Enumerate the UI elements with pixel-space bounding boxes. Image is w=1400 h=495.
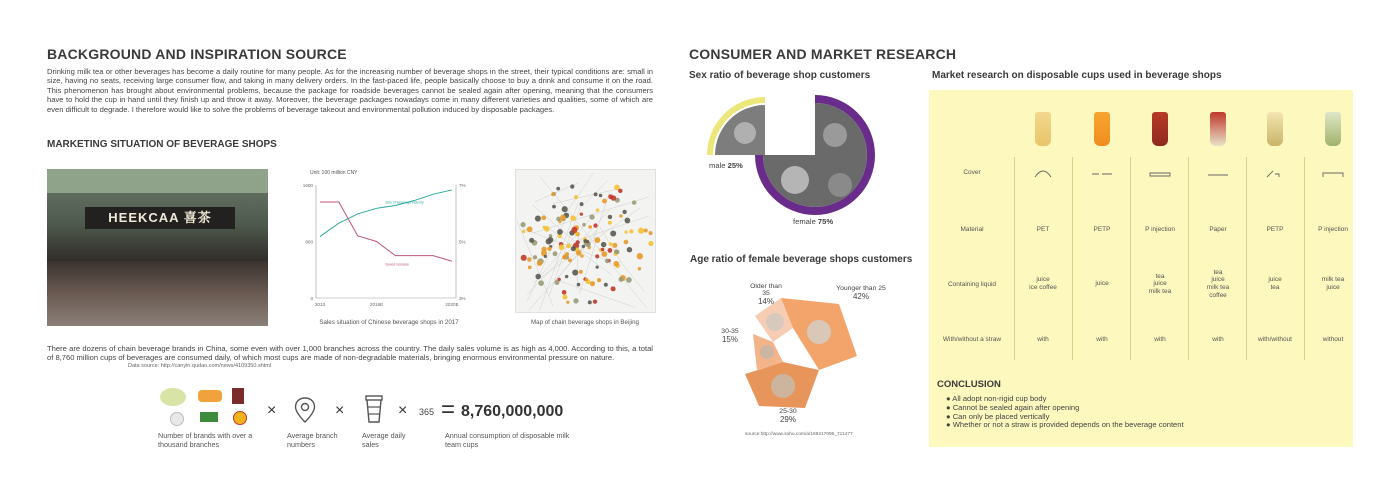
cover-sketch-svg [1148, 165, 1172, 179]
age-under-25-pct: 42% [852, 292, 869, 301]
map-shop-dot [607, 248, 612, 253]
conclusion-title: CONCLUSION [937, 379, 1001, 390]
map-shop-dot [638, 267, 641, 270]
age-30-35-label: 30-35 [721, 328, 739, 335]
map-shop-dot [609, 242, 613, 246]
map-shop-dot [611, 286, 616, 291]
times-sign-1: × [267, 402, 277, 419]
cover-sketch-4 [1206, 165, 1230, 184]
cover-sketch-svg [1321, 165, 1345, 179]
map-shop-dot [547, 247, 551, 251]
liquid-cell: juice tea [1268, 276, 1282, 291]
map-shop-dot [601, 251, 607, 257]
brands-paragraph: There are dozens of chain beverage brands in China, some even with over 1,000 branches across the country. The daily sales volume is as high as 4,000. According to this, a total of 8,760 million cups of beverages are consumed daily, of which most cups are made of non-degradable materials, bringing enormous environmental pressure on nature. [47, 344, 653, 363]
liquid-cell: juice [1095, 280, 1109, 288]
male-pct: 25% [727, 161, 743, 170]
cup-photo-5 [1267, 112, 1283, 146]
cover-sketch-2 [1090, 165, 1114, 184]
map-shop-dot [580, 212, 583, 215]
material-cell: P injection [1145, 226, 1175, 233]
age-ratio-title: Age ratio of female beverage shops customers [690, 254, 913, 265]
brand-logo-1 [160, 388, 186, 406]
y-tick-label: 1600 [302, 183, 313, 188]
age-older-35 [746, 283, 786, 306]
conclusion-text: Cannot be sealed again after opening [952, 402, 1080, 412]
map-shop-dot [557, 229, 563, 235]
cover-sketch-svg [1090, 165, 1114, 179]
age-30-35 [718, 328, 742, 344]
beijing-map [515, 169, 656, 313]
straw-cell: with [1096, 336, 1108, 343]
age-face-4 [771, 374, 795, 398]
map-shop-dot [627, 247, 632, 252]
map-shop-dot [613, 261, 619, 267]
cover-sketch-6 [1321, 165, 1345, 184]
material-cell: P injection [1318, 226, 1348, 233]
market-title: Market research on disposable cups used in beverage shops [932, 70, 1222, 81]
map-shop-dot [622, 210, 626, 214]
age-face-3 [760, 345, 774, 359]
times-sign-3: × [398, 402, 408, 419]
map-shop-dot [527, 257, 532, 262]
cover-sketch-5 [1263, 165, 1287, 184]
crowd-area [47, 261, 268, 326]
days-count: 365 [419, 407, 435, 417]
map-shop-dot [594, 192, 598, 196]
map-shop-dot [618, 189, 622, 193]
map-shop-dot [570, 215, 576, 221]
map-shop-dot [535, 274, 541, 280]
map-shop-dot [605, 259, 610, 264]
map-shop-dot [571, 246, 576, 251]
map-shop-dot [538, 280, 544, 286]
map-shop-dot [568, 258, 572, 262]
map-shop-dot [582, 245, 585, 248]
map-shop-dot [580, 254, 584, 258]
liquid-cell: milk tea juice [1321, 276, 1345, 291]
market-panel [929, 90, 1353, 447]
sex-ratio-title: Sex ratio of beverage shop customers [689, 70, 871, 81]
annual-total: 8,760,000,000 [461, 403, 564, 420]
row-label: Cover [963, 169, 981, 176]
cover-sketch-1 [1031, 165, 1055, 184]
map-shop-dot [597, 278, 601, 282]
branch-label: Average branch numbers [287, 431, 338, 449]
age-source: source:http://www.sohu.com/a/169217096_711477 [745, 432, 853, 437]
age-25-30 [772, 408, 804, 424]
map-shop-dot [584, 239, 588, 243]
map-shop-dot [535, 215, 541, 221]
straw-cell: with/without [1258, 336, 1292, 343]
map-shop-dot [611, 195, 616, 200]
map-shop-dot [596, 208, 599, 211]
map-shop-dot [608, 215, 612, 219]
map-shop-dot [585, 278, 588, 281]
x-tick-label: 2020E [445, 302, 459, 307]
map-shop-dot [638, 228, 644, 234]
material-cell: PET [1036, 226, 1050, 233]
map-shop-dot [632, 200, 636, 204]
female-face-1 [823, 123, 847, 147]
conclusion-item: ● Can only be placed vertically [946, 411, 1050, 421]
liquid-cell: tea juice milk tea coffee [1206, 268, 1230, 299]
column-divider [1246, 157, 1247, 360]
map-shop-dot [619, 277, 624, 282]
map-shop-dot [593, 223, 597, 227]
map-shop-dot [552, 205, 556, 209]
column-divider [1188, 157, 1189, 360]
brand-logo-2 [198, 390, 222, 402]
female-photo-area [763, 103, 867, 207]
map-shop-dot [529, 238, 534, 243]
cup-photo-4 [1210, 112, 1226, 146]
map-shop-dot [582, 223, 586, 227]
map-shop-dot [559, 244, 565, 250]
y2-tick-label: 5% [459, 239, 466, 245]
series-line-1 [320, 202, 452, 261]
map-shop-dot [520, 222, 525, 227]
map-road [517, 221, 553, 306]
age-25-30-label: 25-30 [779, 408, 797, 415]
y2-tick-label: 7% [459, 183, 466, 188]
map-shop-dot [601, 242, 606, 247]
map-svg [516, 170, 655, 312]
conclusion-item: ● All adopt non-rigid cup body [946, 394, 1047, 403]
map-shop-dot [590, 281, 595, 286]
shop-sign: HEEKCAA 喜茶 [85, 207, 235, 229]
straw-cell: without [1322, 336, 1344, 343]
sales-chart [294, 165, 484, 315]
brand-logo-5 [200, 412, 218, 422]
map-shop-dot [612, 243, 617, 248]
male-face [734, 122, 756, 144]
map-road [577, 216, 649, 240]
sales-chart-svg [294, 165, 484, 315]
map-shop-dot [599, 194, 603, 198]
age-30-35-pct: 15% [721, 335, 738, 344]
map-shop-dot [566, 244, 571, 249]
conclusion-text: Whether or not a straw is provided depends on the beverage content [952, 420, 1184, 430]
liquid-cell: juice ice coffee [1029, 276, 1057, 291]
map-shop-dot [610, 230, 616, 236]
age-face-2 [807, 320, 831, 344]
map-shop-dot [608, 221, 612, 225]
age-25-30-pct: 29% [779, 415, 796, 424]
row-label: Containing liquid [947, 281, 997, 288]
map-shop-dot [614, 249, 618, 253]
map-shop-dot [551, 192, 555, 196]
map-shop-dot [593, 299, 597, 303]
map-shop-dot [574, 195, 578, 199]
map-shop-dot [533, 255, 537, 259]
material-cell: Paper [1209, 226, 1227, 233]
female-label [793, 217, 833, 226]
cup-photo-3 [1152, 112, 1168, 146]
material-cell: PETP [1093, 226, 1111, 233]
map-shop-dot [637, 253, 643, 259]
map-shop-dot [572, 269, 578, 275]
conclusion-item: ● Whether or not a straw is provided depends on the beverage content [946, 420, 1184, 430]
material-cell: PETP [1266, 226, 1284, 233]
brand-logo-6 [233, 411, 247, 425]
map-shop-dot [644, 229, 648, 233]
y-tick-label: 800 [305, 239, 313, 245]
map-shop-dot [596, 265, 599, 268]
female-pct: 75% [817, 217, 834, 226]
map-shop-dot [602, 199, 607, 204]
row-label: Material [960, 226, 984, 233]
series-label-0: Size of beverage industry [385, 200, 424, 205]
female-label-text: female [793, 217, 816, 226]
cover-sketch-3 [1148, 165, 1172, 184]
x-tick-label: 2013 [314, 302, 326, 307]
straw-cell: with [1154, 336, 1166, 343]
map-shop-dot [594, 237, 600, 243]
map-shop-dot [548, 237, 554, 243]
map-shop-dot [648, 241, 653, 246]
consumer-title: CONSUMER AND MARKET RESEARCH [689, 46, 957, 62]
brand-logos [158, 386, 253, 428]
column-divider [1014, 157, 1015, 360]
conclusion-text: Can only be placed vertically [952, 411, 1050, 421]
map-shop-dot [604, 283, 608, 287]
map-shop-dot [565, 275, 568, 278]
map-shop-dot [554, 280, 559, 285]
map-shop-dot [573, 298, 578, 303]
age-under-25-label: Younger than 25 [836, 285, 886, 292]
equals-sign: = [441, 396, 456, 423]
location-pin-icon [293, 397, 317, 428]
map-shop-dot [624, 230, 627, 233]
liquid-cell: tea juice milk tea [1148, 272, 1172, 295]
cover-sketch-svg [1263, 165, 1287, 179]
brand-logo-4 [170, 412, 184, 426]
straw-cell: with [1212, 336, 1224, 343]
annual-label: Annual consumption of disposable milk team cups [445, 431, 570, 449]
data-source: Data source: http://canyin.qudao.com/news/4109350.shtml [128, 363, 272, 369]
map-shop-dot [537, 260, 543, 266]
conclusion-list [937, 395, 1184, 430]
map-shop-dot [624, 240, 629, 245]
map-shop-dot [588, 225, 592, 229]
map-shop-dot [649, 231, 653, 235]
map-shop-dot [560, 215, 566, 221]
series-line-0 [320, 190, 452, 237]
male-label-text: male [709, 161, 726, 170]
straw-cell: with [1037, 336, 1049, 343]
map-shop-dot [521, 255, 527, 261]
map-shop-dot [527, 226, 533, 232]
map-shop-dot [625, 218, 631, 224]
map-road [540, 177, 646, 308]
map-shop-dot [629, 229, 633, 233]
map-shop-dot [562, 206, 568, 212]
map-caption: Map of chain beverage shops in Beijing [530, 319, 639, 326]
series-label-1: Speed increase [385, 262, 409, 267]
female-face-3 [828, 173, 852, 197]
y2-tick-label: 3% [459, 296, 466, 301]
map-shop-dot [595, 254, 599, 258]
chart-unit-label: Unit: 100 million CNY [310, 170, 358, 176]
map-shop-dot [579, 270, 583, 274]
age-ratio-svg [735, 290, 865, 412]
map-shop-dot [522, 230, 525, 233]
map-shop-dot [544, 255, 547, 258]
map-shop-dot [580, 202, 584, 206]
marketing-title: MARKETING SITUATION OF BEVERAGE SHOPS [47, 139, 277, 150]
y-tick-label: 0 [310, 296, 313, 301]
column-divider [1072, 157, 1073, 360]
brands-label: Number of brands with over a thousand branches [158, 431, 253, 449]
cup-photo-1 [1035, 112, 1051, 146]
female-face-2 [781, 166, 809, 194]
shop-photo [47, 169, 268, 326]
location-pin-svg [293, 397, 317, 423]
map-shop-dot [566, 301, 569, 304]
age-older-35-label: Older than 35 [750, 283, 782, 297]
map-shop-dot [541, 215, 546, 220]
cup-photo-6 [1325, 112, 1341, 146]
sales-label: Average daily sales [362, 431, 406, 449]
column-divider [1130, 157, 1131, 360]
map-shop-dot [562, 295, 567, 300]
column-divider [1304, 157, 1305, 360]
storefront-facade [47, 169, 268, 193]
age-ratio-chart [735, 290, 865, 417]
map-shop-dot [553, 251, 558, 256]
conclusion-item: ● Cannot be sealed again after opening [946, 402, 1080, 412]
map-shop-dot [601, 248, 605, 252]
map-shop-dot [541, 247, 546, 252]
times-sign-2: × [335, 402, 345, 419]
map-shop-dot [570, 184, 574, 188]
cup-icon [363, 394, 385, 429]
row-label: With/without a straw [942, 336, 1002, 343]
map-shop-dot [528, 265, 532, 269]
age-face-1 [766, 313, 784, 331]
age-older-35-pct: 14% [757, 297, 774, 306]
conclusion-text: All adopt non-rigid cup body [952, 394, 1047, 403]
intro-paragraph: Drinking milk tea or other beverages has become a daily routine for many people. As for the increasing number of beverage shops in the street, their typical conditions are: small in size, having no seats, receiving large consumer flow, and taking in many delivery orders. In the fast-paced life, people basically choose to buy a drink and consume it on the road. This phenomenon has brought about environmental problems, because the package for roadside beverages cannot be sealed again after opening, meaning that the consumers have to hold the cup in hand until they finish up and throw it away. Moreover, the beverage packages nowadays come in many different varieties and qualities, some of which are even difficult to degrade. I therefore would like to solve the problems of beverage takeout and environmental pollution induced by disposable packages. [47, 67, 653, 114]
map-shop-dot [544, 226, 550, 232]
map-shop-dot [588, 300, 592, 304]
cover-sketch-svg [1206, 165, 1230, 179]
male-label [709, 161, 743, 170]
chart-caption: Sales situation of Chinese beverage shops in 2017 [319, 319, 459, 326]
map-shop-dot [577, 283, 581, 287]
map-shop-dot [562, 290, 567, 295]
map-shop-dot [571, 227, 577, 233]
age-under-25 [835, 285, 887, 301]
cup-photo-2 [1094, 112, 1110, 146]
map-shop-dot [562, 254, 567, 259]
map-shop-dot [589, 214, 594, 219]
cover-sketch-svg [1031, 165, 1055, 179]
map-shop-dot [556, 187, 560, 191]
map-shop-dot [619, 214, 622, 217]
cup-svg [363, 394, 385, 424]
brand-logo-3 [232, 388, 244, 404]
map-shop-dot [626, 277, 632, 283]
x-tick-label: 2016E [369, 302, 384, 307]
background-title: BACKGROUND AND INSPIRATION SOURCE [47, 46, 347, 62]
